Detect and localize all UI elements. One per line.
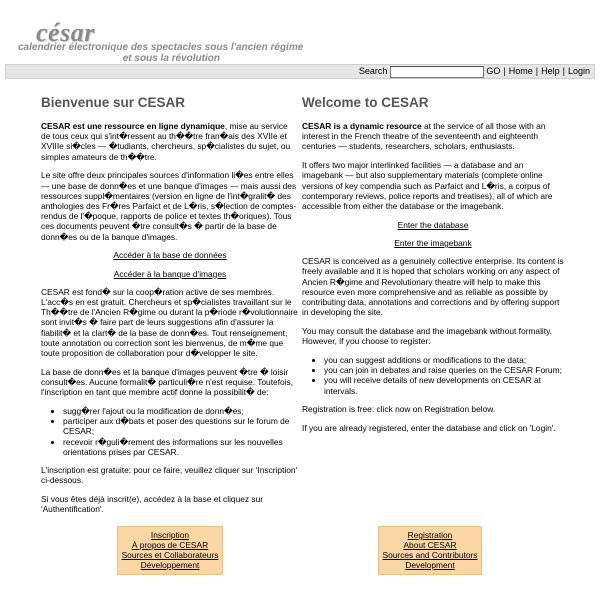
english-paragraph-registration: Registration is free: click now on Registration below. — [302, 403, 496, 414]
french-intro — [41, 121, 299, 162]
list-item: • sugg�rer l'ajout ou la modification de donn�es; — [63, 406, 299, 416]
home-link[interactable]: Home — [508, 66, 533, 76]
site-logo — [0, 0, 600, 66]
go-link[interactable]: GO — [486, 66, 501, 76]
logo-subtitle-line2: et sous la révolution — [122, 53, 220, 64]
french-intro-rest: , mise au service de tous ceux qui s'int�ressent au th��tre fran�ais des XVIIe et XVIIIe si�cles — �tudiants, chercheurs, sp�cialistes du sujet, ou simples amateurs de th��tre. — [41, 121, 291, 162]
list-item: • participer aux d�bats et poser des questions sur le forum de CESAR; — [63, 416, 299, 436]
registration-link[interactable]: Registration — [407, 530, 453, 540]
english-paragraph-sources: It offers two major interlinked facilities — a database and an imagebank — but also supplementary materials (complete online versions of key compendia such as Parfaict and L�ris, a corpus of contemporary reviews, police reports and treatises), all of which are accessible from either the database or the imagebank. — [302, 160, 553, 212]
inscription-link[interactable]: Inscription — [150, 530, 190, 540]
english-paragraph-collective: CESAR is conceived as a genuinely collective enterprise. Its content is freely available and it is hoped that scholars working on any aspect of Ancien R�gime and Revolutionary theatre will help to make this resource even more comprehensive and as reliable as possible by contributing data, annotations and corrections and by offering support in developing the site. — [302, 256, 564, 318]
french-paragraph-login: Si vous êtes déjà inscrit(e), accédez à la base et cliquez sur 'Authentification'. — [41, 494, 264, 515]
english-intro-bold: CESAR is a dynamic resource — [302, 121, 422, 131]
list-item: • you can suggest additions or modifications to the data; — [324, 355, 564, 365]
english-column — [302, 96, 564, 441]
english-benefits-list — [302, 355, 564, 396]
french-paragraph-cooperation: CESAR est fond� sur la coop�ration active de ses membres. L'acc�s en est gratuit. Chercheurs et sp�cialistes travaillant sur le Th��tre de l'Ancien R�gime ou durant la p�riode r�volutionnaire sont invit�s � faire part de leurs suggestions afin d'assurer la fiabilit� et la clart� de la base de donn�es. Tout renseignement, toute annotation ou correction sont les bienvenus, de m�me que toute proposition de collaboration pour d�velopper le site. — [41, 286, 298, 359]
list-item: • recevoir r�guli�rement des informations sur les nouvelles orientations prises par CESAR. — [63, 437, 299, 457]
english-intro-rest: at the service of all those with an interest in the French theatre of the seventeenth and eighteenth centuries — students, researchers, scholars, enthusiasts. — [302, 121, 546, 152]
english-nav-box — [378, 526, 482, 575]
search-label: Search — [358, 66, 388, 76]
english-paragraph-login: If you are already registered, enter the database and click on 'Login'. — [302, 422, 556, 433]
about-cesar-en-link[interactable]: About CESAR — [403, 540, 457, 550]
sources-fr-link[interactable]: Sources et Collaborateurs — [121, 550, 219, 560]
search-input[interactable] — [390, 66, 484, 78]
french-heading: Bienvenue sur CESAR — [41, 95, 186, 110]
help-link[interactable]: Help — [541, 66, 560, 76]
french-imagebank-link[interactable]: Accéder à la banque d'images — [113, 268, 227, 279]
about-cesar-fr-link[interactable]: À propos de CESAR — [131, 540, 209, 550]
list-item: • you can join in debates and raise queries on the CESAR Forum; — [324, 365, 564, 375]
french-benefits-list — [41, 406, 299, 457]
french-paragraph-registration: L'inscription est gratuite: pour ce faire, veuillez cliquer sur 'Inscription' ci-dessous. — [41, 465, 298, 486]
english-paragraph-consult: You may consult the database and the imagebank without formality. However, if you choose to register: — [302, 326, 553, 347]
separator: | — [562, 66, 565, 76]
english-intro — [302, 121, 564, 152]
search-bar — [5, 64, 595, 79]
separator: | — [535, 66, 539, 76]
english-database-link[interactable]: Enter the database — [397, 219, 469, 230]
list-item: • you will receive details of new developments on CESAR at intervals. — [324, 375, 564, 395]
french-column — [41, 96, 299, 523]
login-link[interactable]: Login — [567, 66, 590, 76]
development-en-link[interactable]: Development — [405, 560, 455, 570]
french-paragraph-sources: Le site offre deux principales sources d'information li�es entre elles — une base de donn�es et une banque d'images — mais aussi des ressources suppl�mentaires (version en ligne de l'int�gralit� des anthologies des Fr�res Parfaict et de L�ris, s�lection de comptes-rendus de l'�poque, rapports de police et textes th�oriques). Tous ces documents peuvent �tre consult�s � partir de la base de donn�es ou de la banque d'images. — [41, 170, 297, 242]
logo-subtitle-line1: calendrier électronique des spectacles sous l'ancien régime — [18, 42, 304, 53]
french-database-link[interactable]: Accéder à la base de données — [113, 250, 227, 261]
development-fr-link[interactable]: Développement — [140, 560, 200, 570]
french-intro-bold: CESAR est une ressource en ligne dynamique — [41, 121, 225, 131]
french-paragraph-consult: La base de donn�es et la banque d'images peuvent �tre � loisir consult�es. Aucune formalit� particuli�re n'est requise. Toutefois, l'inscription en tant que membre actif donne la possibilit� de: — [41, 366, 294, 398]
french-nav-box — [117, 526, 223, 575]
sources-en-link[interactable]: Sources and Contributors — [382, 550, 478, 560]
english-imagebank-link[interactable]: Enter the imagebank — [394, 238, 472, 249]
separator: | — [503, 66, 506, 76]
logo-title: césar — [36, 18, 95, 47]
english-heading: Welcome to CESAR — [302, 95, 429, 110]
